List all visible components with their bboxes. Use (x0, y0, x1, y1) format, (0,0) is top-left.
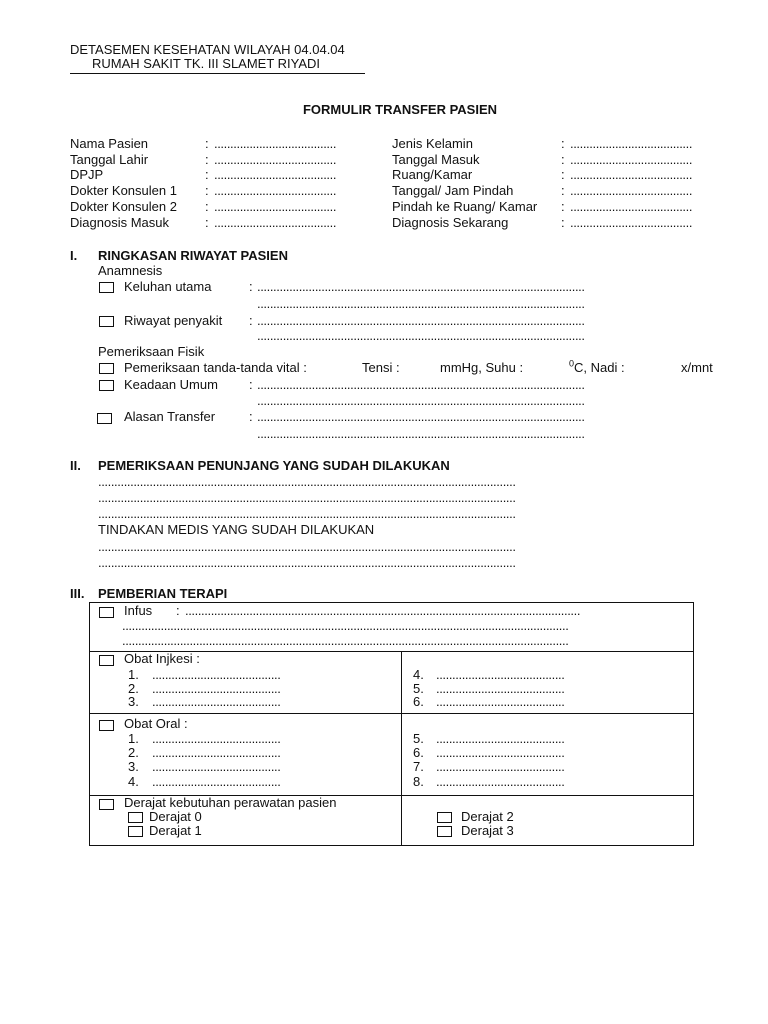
injeksi-item-number: 3. (128, 694, 139, 709)
field-colon: : (205, 167, 209, 182)
infus-checkbox[interactable] (99, 607, 114, 618)
vital-signs-label: Pemeriksaan tanda-tanda vital : (124, 360, 307, 375)
field-colon: : (561, 183, 565, 198)
form-title: FORMULIR TRANSFER PASIEN (302, 102, 498, 117)
field-colon: : (561, 199, 565, 214)
obat-oral-checkbox[interactable] (99, 720, 114, 731)
field-label-tanggal-masuk: Tanggal Masuk (392, 152, 480, 167)
field-label-tanggal-lahir: Tanggal Lahir (70, 152, 149, 167)
field-label-dpjp: DPJP (70, 167, 104, 182)
riwayat-penyakit-label: Riwayat penyakit (124, 313, 223, 328)
derajat-3-label: Derajat 3 (461, 823, 514, 838)
tensi-label: Tensi : (362, 360, 400, 375)
injeksi-item-line[interactable]: ........................................ (152, 694, 281, 709)
field-value-dokter-konsulen-2[interactable]: ...................................... (214, 199, 337, 214)
oral-item-line[interactable]: ........................................ (152, 731, 281, 746)
field-colon: : (561, 152, 565, 167)
vital-signs-checkbox[interactable] (99, 363, 114, 374)
infus-line-2[interactable]: ........................................................................................................................................... (122, 618, 569, 633)
field-value-tanggal-masuk[interactable]: ...................................... (570, 152, 693, 167)
derajat-2-checkbox[interactable] (437, 812, 452, 823)
riwayat-penyakit-checkbox[interactable] (99, 316, 114, 327)
field-colon: : (249, 409, 253, 424)
oral-item-number: 5. (413, 731, 424, 746)
field-colon: : (561, 215, 565, 230)
oral-item-number: 1. (128, 731, 139, 746)
injeksi-item-number: 2. (128, 681, 139, 696)
section-2-title: PEMERIKSAAN PENUNJANG YANG SUDAH DILAKUKAN (98, 458, 450, 473)
oral-item-number: 3. (128, 759, 139, 774)
oral-item-line[interactable]: ........................................ (436, 745, 565, 760)
field-colon: : (176, 603, 180, 618)
tindakan-line-2[interactable]: .................................................................................................................................. (98, 555, 516, 570)
field-colon: : (205, 183, 209, 198)
field-label-tanggal-jam-pindah: Tanggal/ Jam Pindah (392, 183, 514, 198)
derajat-label: Derajat kebutuhan perawatan pasien (124, 795, 337, 810)
injeksi-item-line[interactable]: ........................................ (436, 694, 565, 709)
org-line-1: DETASEMEN KESEHATAN WILAYAH 04.04.04 (70, 42, 345, 57)
field-value-diagnosis-masuk[interactable]: ...................................... (214, 215, 337, 230)
field-colon: : (561, 167, 565, 182)
oral-item-line[interactable]: ........................................ (436, 774, 565, 789)
oral-item-line[interactable]: ........................................ (436, 759, 565, 774)
org-line-2: RUMAH SAKIT TK. III SLAMET RIYADI (92, 56, 321, 71)
section-1-number: I. (70, 248, 78, 263)
field-label-dokter-konsulen-1: Dokter Konsulen 1 (70, 183, 177, 198)
field-value-diagnosis-sekarang[interactable]: ...................................... (570, 215, 693, 230)
oral-item-line[interactable]: ........................................ (152, 774, 281, 789)
keluhan-utama-line-2[interactable]: ...................................................................................................... (257, 296, 585, 311)
keluhan-utama-checkbox[interactable] (99, 282, 114, 293)
field-colon: : (205, 136, 209, 151)
infus-label: Infus (124, 603, 153, 618)
oral-item-number: 2. (128, 745, 139, 760)
oral-item-number: 6. (413, 745, 424, 760)
tindakan-medis-title: TINDAKAN MEDIS YANG SUDAH DILAKUKAN (98, 522, 375, 537)
derajat-3-checkbox[interactable] (437, 826, 452, 837)
obat-injeksi-label: Obat Injkesi : (124, 651, 200, 666)
field-colon: : (249, 313, 253, 328)
keadaan-umum-line-2[interactable]: ...................................................................................................... (257, 393, 585, 408)
oral-item-line[interactable]: ........................................ (436, 731, 565, 746)
degree-superscript: 0 (569, 358, 575, 369)
field-label-dokter-konsulen-2: Dokter Konsulen 2 (70, 199, 177, 214)
field-label-diagnosis-sekarang: Diagnosis Sekarang (392, 215, 509, 230)
field-colon: : (249, 377, 253, 392)
oral-item-line[interactable]: ........................................ (152, 759, 281, 774)
alasan-transfer-line-2[interactable]: ...................................................................................................... (257, 426, 585, 441)
field-colon: : (205, 215, 209, 230)
field-colon: : (205, 199, 209, 214)
oral-item-number: 7. (413, 759, 424, 774)
obat-injeksi-checkbox[interactable] (99, 655, 114, 666)
field-value-dpjp[interactable]: ...................................... (214, 167, 337, 182)
obat-oral-label: Obat Oral : (124, 716, 188, 731)
alasan-transfer-line-1[interactable]: ...................................................................................................... (257, 409, 585, 424)
field-value-pindah-ke-ruang[interactable]: ...................................... (570, 199, 693, 214)
nadi-label (569, 360, 625, 375)
field-label-ruang-kamar: Ruang/Kamar (392, 167, 473, 182)
riwayat-penyakit-line-2[interactable]: ...................................................................................................... (257, 328, 585, 343)
keluhan-utama-line-1[interactable]: ...................................................................................................... (257, 279, 585, 294)
derajat-2-label: Derajat 2 (461, 809, 514, 824)
anamnesis-label: Anamnesis (98, 263, 163, 278)
field-colon: : (205, 152, 209, 167)
infus-line-3[interactable]: ........................................................................................................................................... (122, 633, 569, 648)
derajat-1-label: Derajat 1 (149, 823, 202, 838)
field-label-diagnosis-masuk: Diagnosis Masuk (70, 215, 169, 230)
derajat-0-label: Derajat 0 (149, 809, 202, 824)
table-divider-injeksi (89, 713, 694, 714)
injeksi-item-number: 6. (413, 694, 424, 709)
derajat-0-checkbox[interactable] (128, 812, 143, 823)
injeksi-item-line[interactable]: ........................................ (152, 667, 281, 682)
keadaan-umum-label: Keadaan Umum (124, 377, 218, 392)
oral-item-number: 8. (413, 774, 424, 789)
section-1-title: RINGKASAN RIWAYAT PASIEN (98, 248, 288, 263)
section-2-number: II. (70, 458, 81, 473)
keadaan-umum-line-1[interactable]: ...................................................................................................... (257, 377, 585, 392)
penunjang-line-1[interactable]: .................................................................................................................................. (98, 474, 516, 489)
injeksi-item-line[interactable]: ........................................ (436, 667, 565, 682)
derajat-1-checkbox[interactable] (128, 826, 143, 837)
injeksi-item-line[interactable]: ........................................ (152, 681, 281, 696)
nadi-text: C, Nadi : (574, 360, 625, 375)
field-colon: : (561, 136, 565, 151)
pemeriksaan-fisik-label: Pemeriksaan Fisik (98, 344, 205, 359)
tindakan-line-1[interactable]: .................................................................................................................................. (98, 539, 516, 554)
injeksi-item-number: 4. (413, 667, 424, 682)
field-value-ruang-kamar[interactable]: ...................................... (570, 167, 693, 182)
injeksi-item-line[interactable]: ........................................ (436, 681, 565, 696)
field-label-jenis-kelamin: Jenis Kelamin (392, 136, 473, 151)
table-column-divider (401, 651, 402, 846)
penunjang-line-2[interactable]: .................................................................................................................................. (98, 490, 516, 505)
field-label-nama-pasien: Nama Pasien (70, 136, 149, 151)
xmnt-label: x/mnt (681, 360, 713, 375)
penunjang-line-3[interactable]: .................................................................................................................................. (98, 506, 516, 521)
oral-item-line[interactable]: ........................................ (152, 745, 281, 760)
oral-item-number: 4. (128, 774, 139, 789)
field-colon: : (249, 279, 253, 294)
alasan-transfer-label: Alasan Transfer (124, 409, 216, 424)
riwayat-penyakit-line-1[interactable]: ...................................................................................................... (257, 313, 585, 328)
field-value-tanggal-jam-pindah[interactable]: ...................................... (570, 183, 693, 198)
field-value-nama-pasien[interactable]: ...................................... (214, 136, 337, 151)
injeksi-item-number: 5. (413, 681, 424, 696)
injeksi-item-number: 1. (128, 667, 139, 682)
derajat-checkbox[interactable] (99, 799, 114, 810)
header-underline (70, 73, 365, 74)
section-3-number: III. (70, 586, 85, 601)
keadaan-umum-checkbox[interactable] (99, 380, 114, 391)
alasan-transfer-checkbox[interactable] (97, 413, 112, 424)
field-value-dokter-konsulen-1[interactable]: ...................................... (214, 183, 337, 198)
field-value-jenis-kelamin[interactable]: ...................................... (570, 136, 693, 151)
field-label-pindah-ke-ruang: Pindah ke Ruang/ Kamar (392, 199, 538, 214)
infus-line-1[interactable]: ........................................................................................................................... (185, 603, 581, 618)
field-value-tanggal-lahir[interactable]: ...................................... (214, 152, 337, 167)
section-3-title: PEMBERIAN TERAPI (98, 586, 228, 601)
mmhg-suhu-label: mmHg, Suhu : (440, 360, 524, 375)
keluhan-utama-label: Keluhan utama (124, 279, 212, 294)
